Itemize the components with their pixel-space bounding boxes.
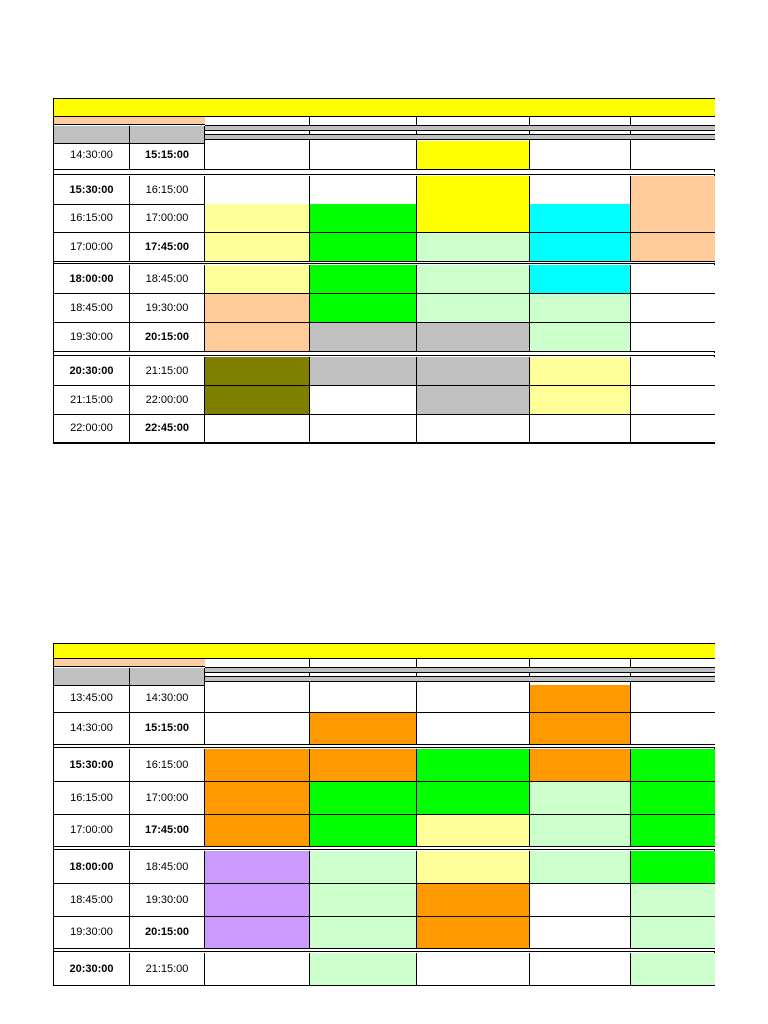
slot-cell-white [631,415,715,443]
slot-cell-pale-yellow [205,204,310,233]
slot-cell-orange [417,917,530,949]
slot-cell-peach [631,204,715,233]
slot-cell-lavender [205,884,310,917]
header-peach [54,659,205,667]
slot-cell-white [310,386,417,415]
slot-cell-white [205,415,310,443]
slot-cell-pale-yellow [205,233,310,262]
slot-cell-pale-green [417,265,530,294]
header-day-bar2-5 [631,676,715,682]
slot-cell-orange [530,749,631,782]
slot-cell-green [417,749,530,782]
start-time-cell: 19:30:00 [54,917,130,949]
start-time-cell: 15:30:00 [54,176,130,205]
slot-cell-peach [631,233,715,262]
slot-cell-green [310,204,417,233]
end-time-cell: 21:15:00 [130,357,205,386]
slot-cell-white [631,357,715,386]
start-time-cell: 18:00:00 [54,851,130,884]
slot-cell-white [530,141,631,170]
end-time-cell: 22:45:00 [130,415,205,443]
slot-cell-white [530,415,631,443]
slot-cell-orange [310,713,417,745]
slot-cell-white [310,141,417,170]
slot-cell-orange [205,815,310,847]
slot-cell-orange [417,884,530,917]
slot-cell-grey [310,357,417,386]
slot-cell-green [631,749,715,782]
header-day-bar-3 [417,125,530,131]
slot-cell-pale-green [310,884,417,917]
slot-cell-green [631,851,715,884]
slot-cell-white [205,176,310,205]
slot-cell-olive [205,357,310,386]
header-day-bar-2 [310,667,417,673]
slot-cell-pale-green [530,323,631,352]
slot-cell-white [310,415,417,443]
start-time-cell: 16:15:00 [54,782,130,815]
header-peach [54,117,205,125]
slot-cell-green [417,782,530,815]
end-time-cell: 22:00:00 [130,386,205,415]
schedule-table-2 [53,643,715,986]
group-separator [54,847,715,850]
slot-cell-white [631,141,715,170]
slot-cell-orange [530,685,631,713]
start-time-cell: 21:15:00 [54,386,130,415]
slot-cell-white [417,685,530,713]
header-day-bar2-1 [205,676,310,682]
start-time-cell: 15:30:00 [54,749,130,782]
header-day-bar-2 [310,125,417,131]
title-bar [54,99,715,117]
slot-cell-lavender [205,851,310,884]
slot-cell-orange [310,749,417,782]
slot-cell-pale-green [530,851,631,884]
slot-cell-pale-yellow [530,386,631,415]
start-time-cell: 20:30:00 [54,357,130,386]
slot-cell-peach [631,176,715,205]
end-time-cell: 19:30:00 [130,884,205,917]
start-time-cell: 17:00:00 [54,233,130,262]
slot-cell-white [631,323,715,352]
slot-cell-white [530,917,631,949]
end-time-cell: 15:15:00 [130,713,205,745]
end-time-cell: 19:30:00 [130,294,205,323]
slot-cell-white [205,713,310,745]
slot-cell-pale-green [631,917,715,949]
slot-cell-pale-yellow [530,357,631,386]
header-day-bar2-2 [310,134,417,140]
group-separator [54,172,715,175]
slot-cell-white [205,141,310,170]
slot-cell-white [631,294,715,323]
header-day-bar2-3 [417,134,530,140]
title-bar [54,644,715,659]
end-time-cell: 18:45:00 [130,851,205,884]
end-time-cell: 17:00:00 [130,204,205,233]
slot-cell-white [205,685,310,713]
slot-cell-green [310,782,417,815]
slot-cell-pale-green [530,294,631,323]
end-time-cell: 20:15:00 [130,323,205,352]
slot-cell-yellow [417,141,530,170]
header-day-bar-1 [205,125,310,131]
start-time-cell: 18:00:00 [54,265,130,294]
slot-cell-white [631,713,715,745]
slot-cell-white [417,953,530,986]
slot-cell-grey [417,357,530,386]
end-time-cell: 16:15:00 [130,176,205,205]
slot-cell-white [530,176,631,205]
end-time-cell: 17:00:00 [130,782,205,815]
slot-cell-orange [205,782,310,815]
slot-cell-green [631,815,715,847]
slot-cell-pale-yellow [205,265,310,294]
header-day-bar-4 [530,667,631,673]
slot-cell-green [631,782,715,815]
slot-cell-white [631,265,715,294]
header-day-bar2-2 [310,676,417,682]
header-day-bar2-5 [631,134,715,140]
slot-cell-grey [417,386,530,415]
group-separator [54,745,715,748]
header-day-bar-5 [631,667,715,673]
slot-cell-white [310,685,417,713]
slot-cell-white [205,953,310,986]
start-time-cell: 22:00:00 [54,415,130,443]
header-day-bar2-4 [530,134,631,140]
slot-cell-peach [205,323,310,352]
slot-cell-pale-yellow [417,815,530,847]
slot-cell-yellow [417,204,530,233]
slot-cell-pale-green [310,917,417,949]
slot-cell-white [417,713,530,745]
slot-cell-pale-green [530,815,631,847]
group-separator [54,949,715,952]
slot-cell-cyan [530,204,631,233]
header-day-bar-1 [205,667,310,673]
slot-cell-green [310,815,417,847]
slot-cell-pale-green [530,782,631,815]
header-day-bar2-1 [205,134,310,140]
slot-cell-pale-green [310,953,417,986]
slot-cell-pale-green [417,233,530,262]
start-time-cell: 19:30:00 [54,323,130,352]
start-time-cell: 18:45:00 [54,884,130,917]
slot-cell-pale-green [417,294,530,323]
header-day-bar-5 [631,125,715,131]
start-time-cell: 13:45:00 [54,685,130,713]
end-time-cell: 18:45:00 [130,265,205,294]
end-time-cell: 15:15:00 [130,141,205,170]
header-grey-start [54,668,130,686]
slot-cell-green [310,265,417,294]
group-separator [54,353,715,356]
start-time-cell: 16:15:00 [54,204,130,233]
slot-cell-peach [205,294,310,323]
end-time-cell: 16:15:00 [130,749,205,782]
slot-cell-white [631,386,715,415]
slot-cell-grey [310,323,417,352]
slot-cell-grey [417,323,530,352]
slot-cell-pale-yellow [417,851,530,884]
start-time-cell: 14:30:00 [54,713,130,745]
slot-cell-pale-green [631,884,715,917]
slot-cell-pale-green [631,953,715,986]
schedule-table-1 [53,98,715,444]
slot-cell-yellow [417,176,530,205]
start-time-cell: 17:00:00 [54,815,130,847]
end-time-cell: 17:45:00 [130,815,205,847]
start-time-cell: 18:45:00 [54,294,130,323]
slot-cell-white [417,415,530,443]
slot-cell-white [631,685,715,713]
end-time-cell: 14:30:00 [130,685,205,713]
end-time-cell: 21:15:00 [130,953,205,986]
slot-cell-pale-green [310,851,417,884]
header-grey-end [130,668,205,686]
end-time-cell: 17:45:00 [130,233,205,262]
header-day-bar2-4 [530,676,631,682]
slot-cell-white [530,953,631,986]
slot-cell-orange [530,713,631,745]
slot-cell-green [310,233,417,262]
slot-cell-olive [205,386,310,415]
slot-cell-white [530,884,631,917]
header-day-bar-3 [417,667,530,673]
start-time-cell: 14:30:00 [54,141,130,170]
slot-cell-cyan [530,265,631,294]
slot-cell-lavender [205,917,310,949]
header-day-bar2-3 [417,676,530,682]
start-time-cell: 20:30:00 [54,953,130,986]
slot-cell-white [310,176,417,205]
slot-cell-orange [205,749,310,782]
end-time-cell: 20:15:00 [130,917,205,949]
slot-cell-cyan [530,233,631,262]
slot-cell-green [310,294,417,323]
header-day-bar-4 [530,125,631,131]
